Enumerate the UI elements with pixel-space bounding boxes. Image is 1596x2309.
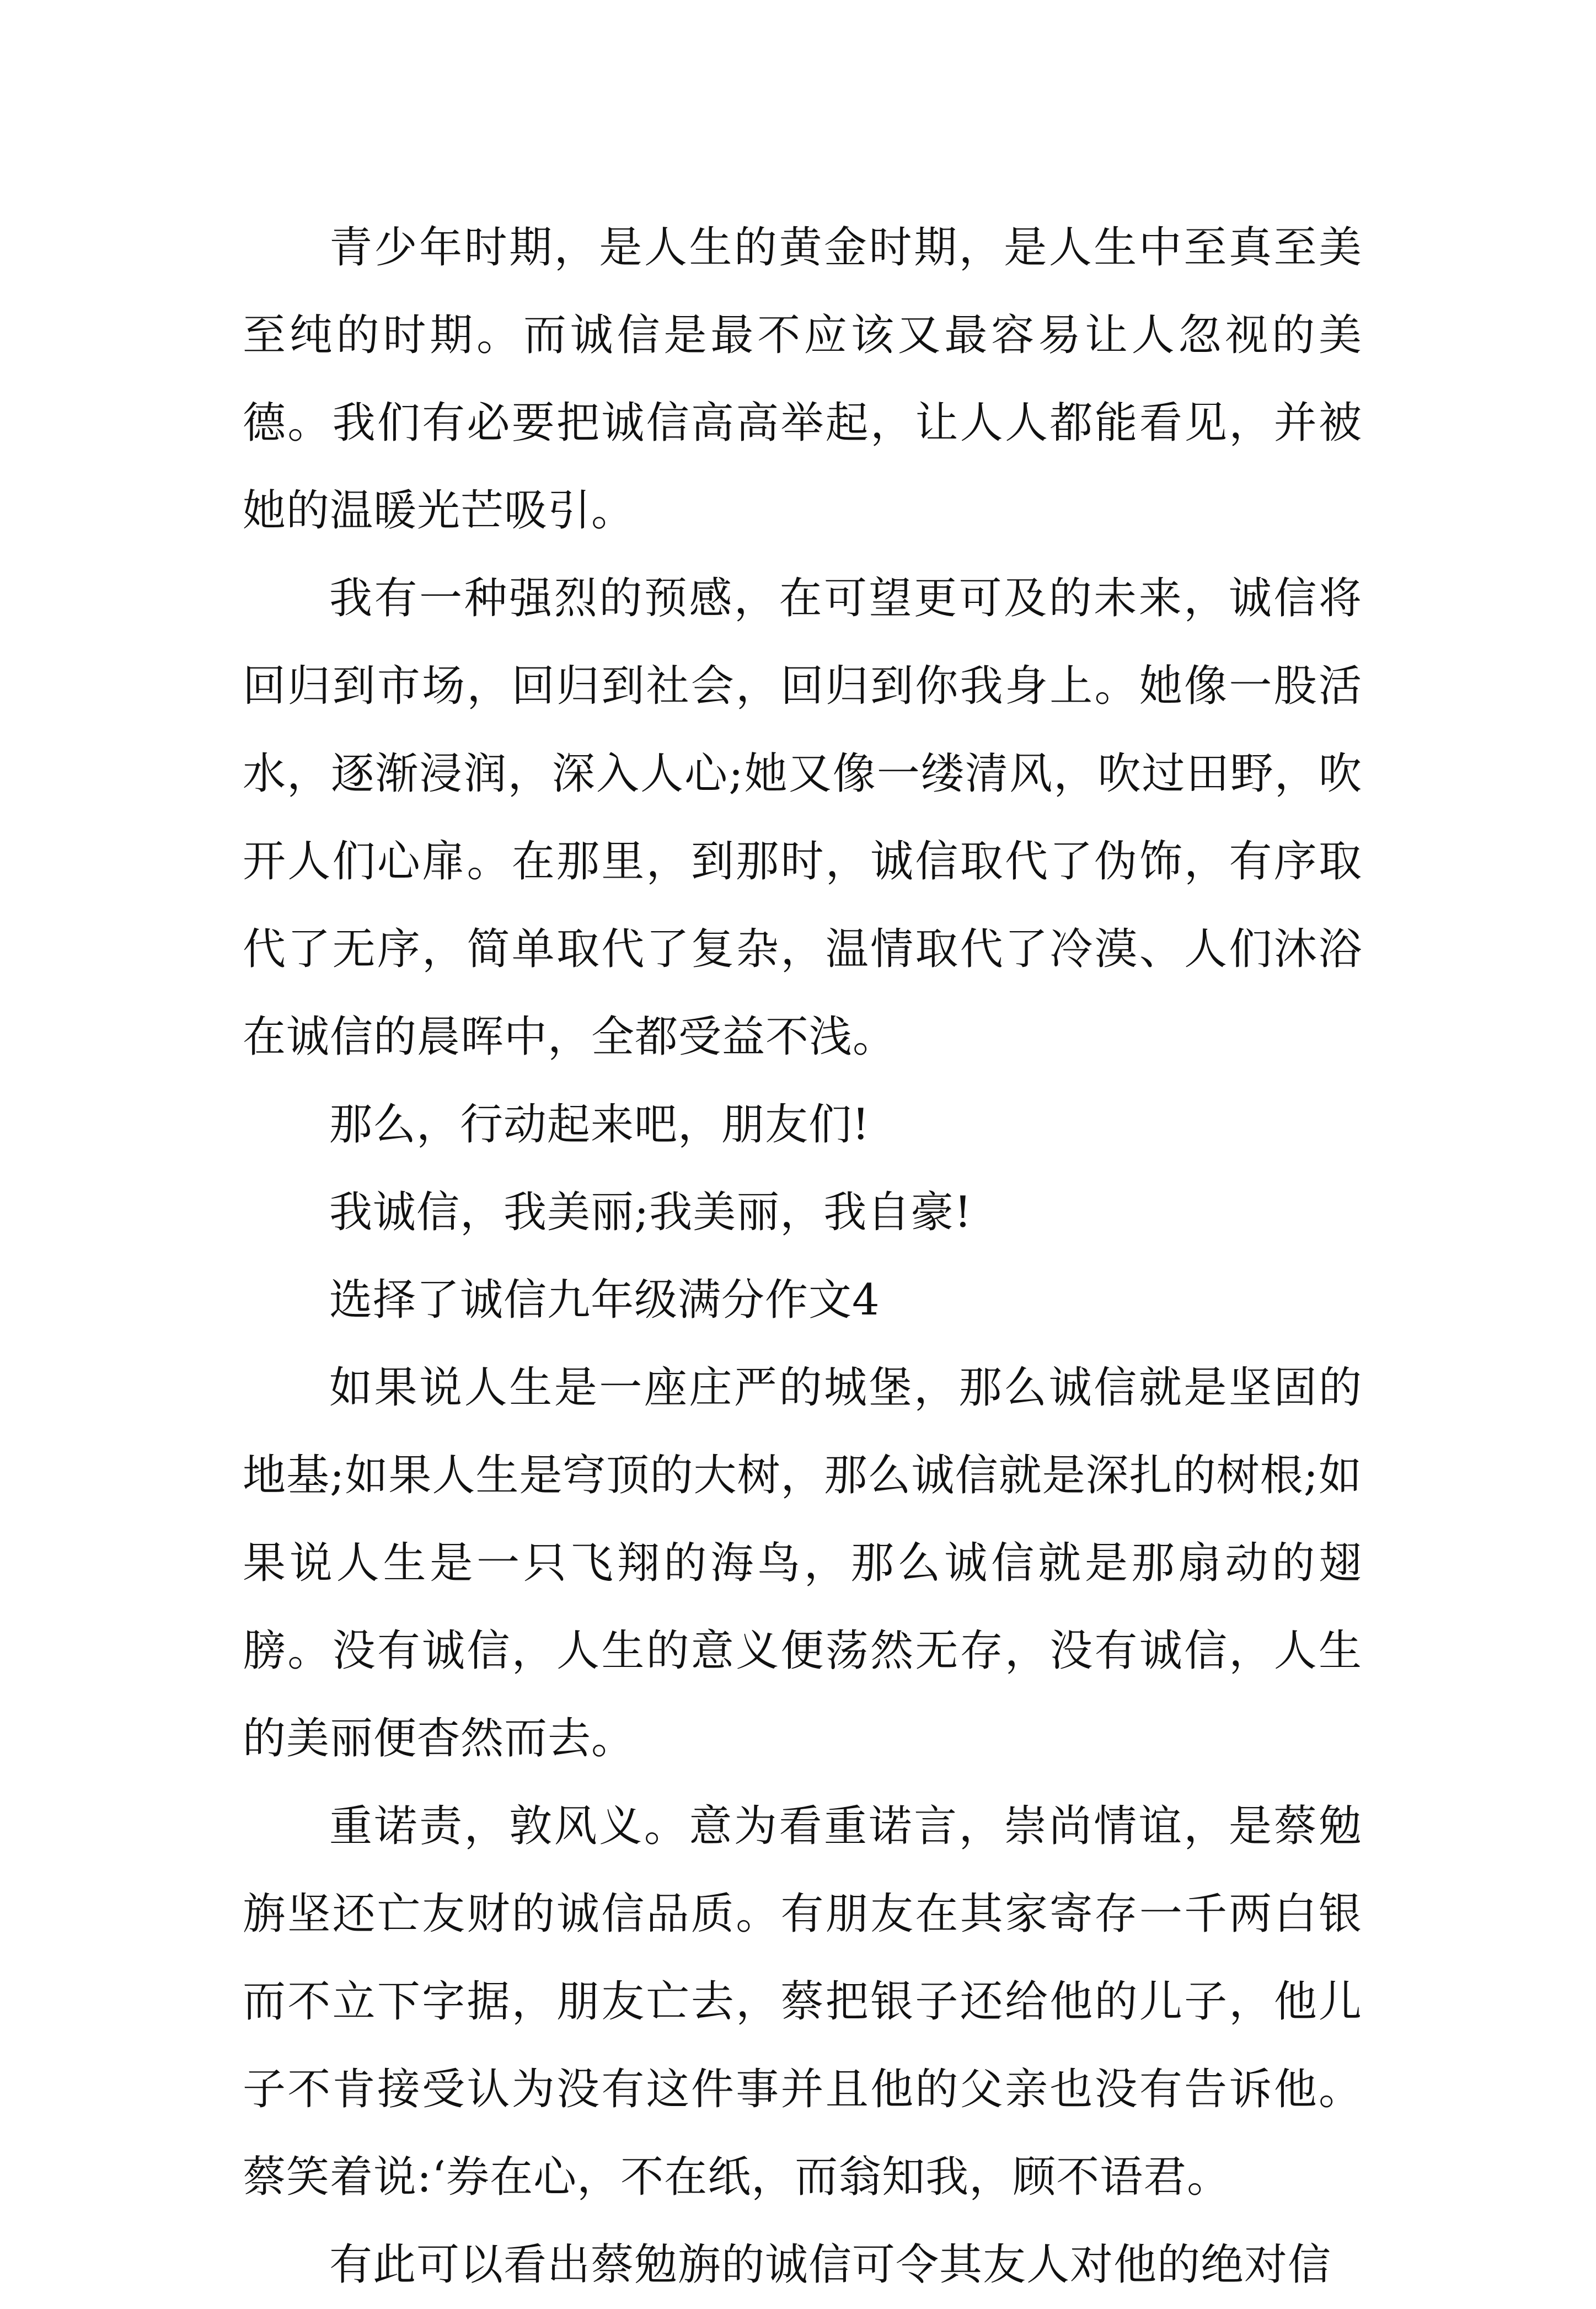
paragraph-conclusion-start: 有此可以看出蔡勉旃的诚信可令其友人对他的绝对信 bbox=[329, 2240, 1332, 2290]
document-body bbox=[243, 204, 1362, 2309]
paragraph-slogan: 我诚信，我美丽;我美丽，我自豪! bbox=[329, 1188, 972, 1237]
paragraph-cai-story: 重诺责，敦风义。意为看重诺言，崇尚情谊，是蔡勉旃坚还亡友财的诚信品质。有朋友在其家寄存一千两白银而不立下字据，朋友亡去，蔡把银子还给他的儿子，他儿子不肯接受认为没有这件事并且他的父亲也没有告诉他。蔡笑着说:‘券在心，不在纸，而翁知我，顾不语君。 bbox=[243, 1802, 1362, 2202]
paragraph-metaphors: 如果说人生是一座庄严的城堡，那么诚信就是坚固的地基;如果人生是穹顶的大树，那么诚信就是深扎的树根;如果说人生是一只飞翔的海鸟，那么诚信就是那扇动的翅膀。没有诚信，人生的意义便荡然无存，没有诚信，人生的美丽便杳然而去。 bbox=[243, 1363, 1362, 1763]
essay-title: 选择了诚信九年级满分作文4 bbox=[329, 1275, 880, 1325]
paragraph-call-to-action: 那么，行动起来吧，朋友们! bbox=[329, 1100, 870, 1150]
paragraph-youth-integrity: 青少年时期，是人生的黄金时期，是人生中至真至美至纯的时期。而诚信是最不应该又最容易让人忽视的美德。我们有必要把诚信高高举起，让人人都能看见，并被她的温暖光芒吸引。 bbox=[243, 223, 1362, 536]
paragraph-future-premonition: 我有一种强烈的预感，在可望更可及的未来，诚信将回归到市场，回归到社会，回归到你我身上。她像一股活水，逐渐浸润，深入人心;她又像一缕清风，吹过田野，吹开人们心扉。在那里，到那时，诚信取代了伪饰，有序取代了无序，简单取代了复杂，温情取代了冷漠、人们沐浴在诚信的晨晖中，全都受益不浅。 bbox=[243, 574, 1362, 1062]
